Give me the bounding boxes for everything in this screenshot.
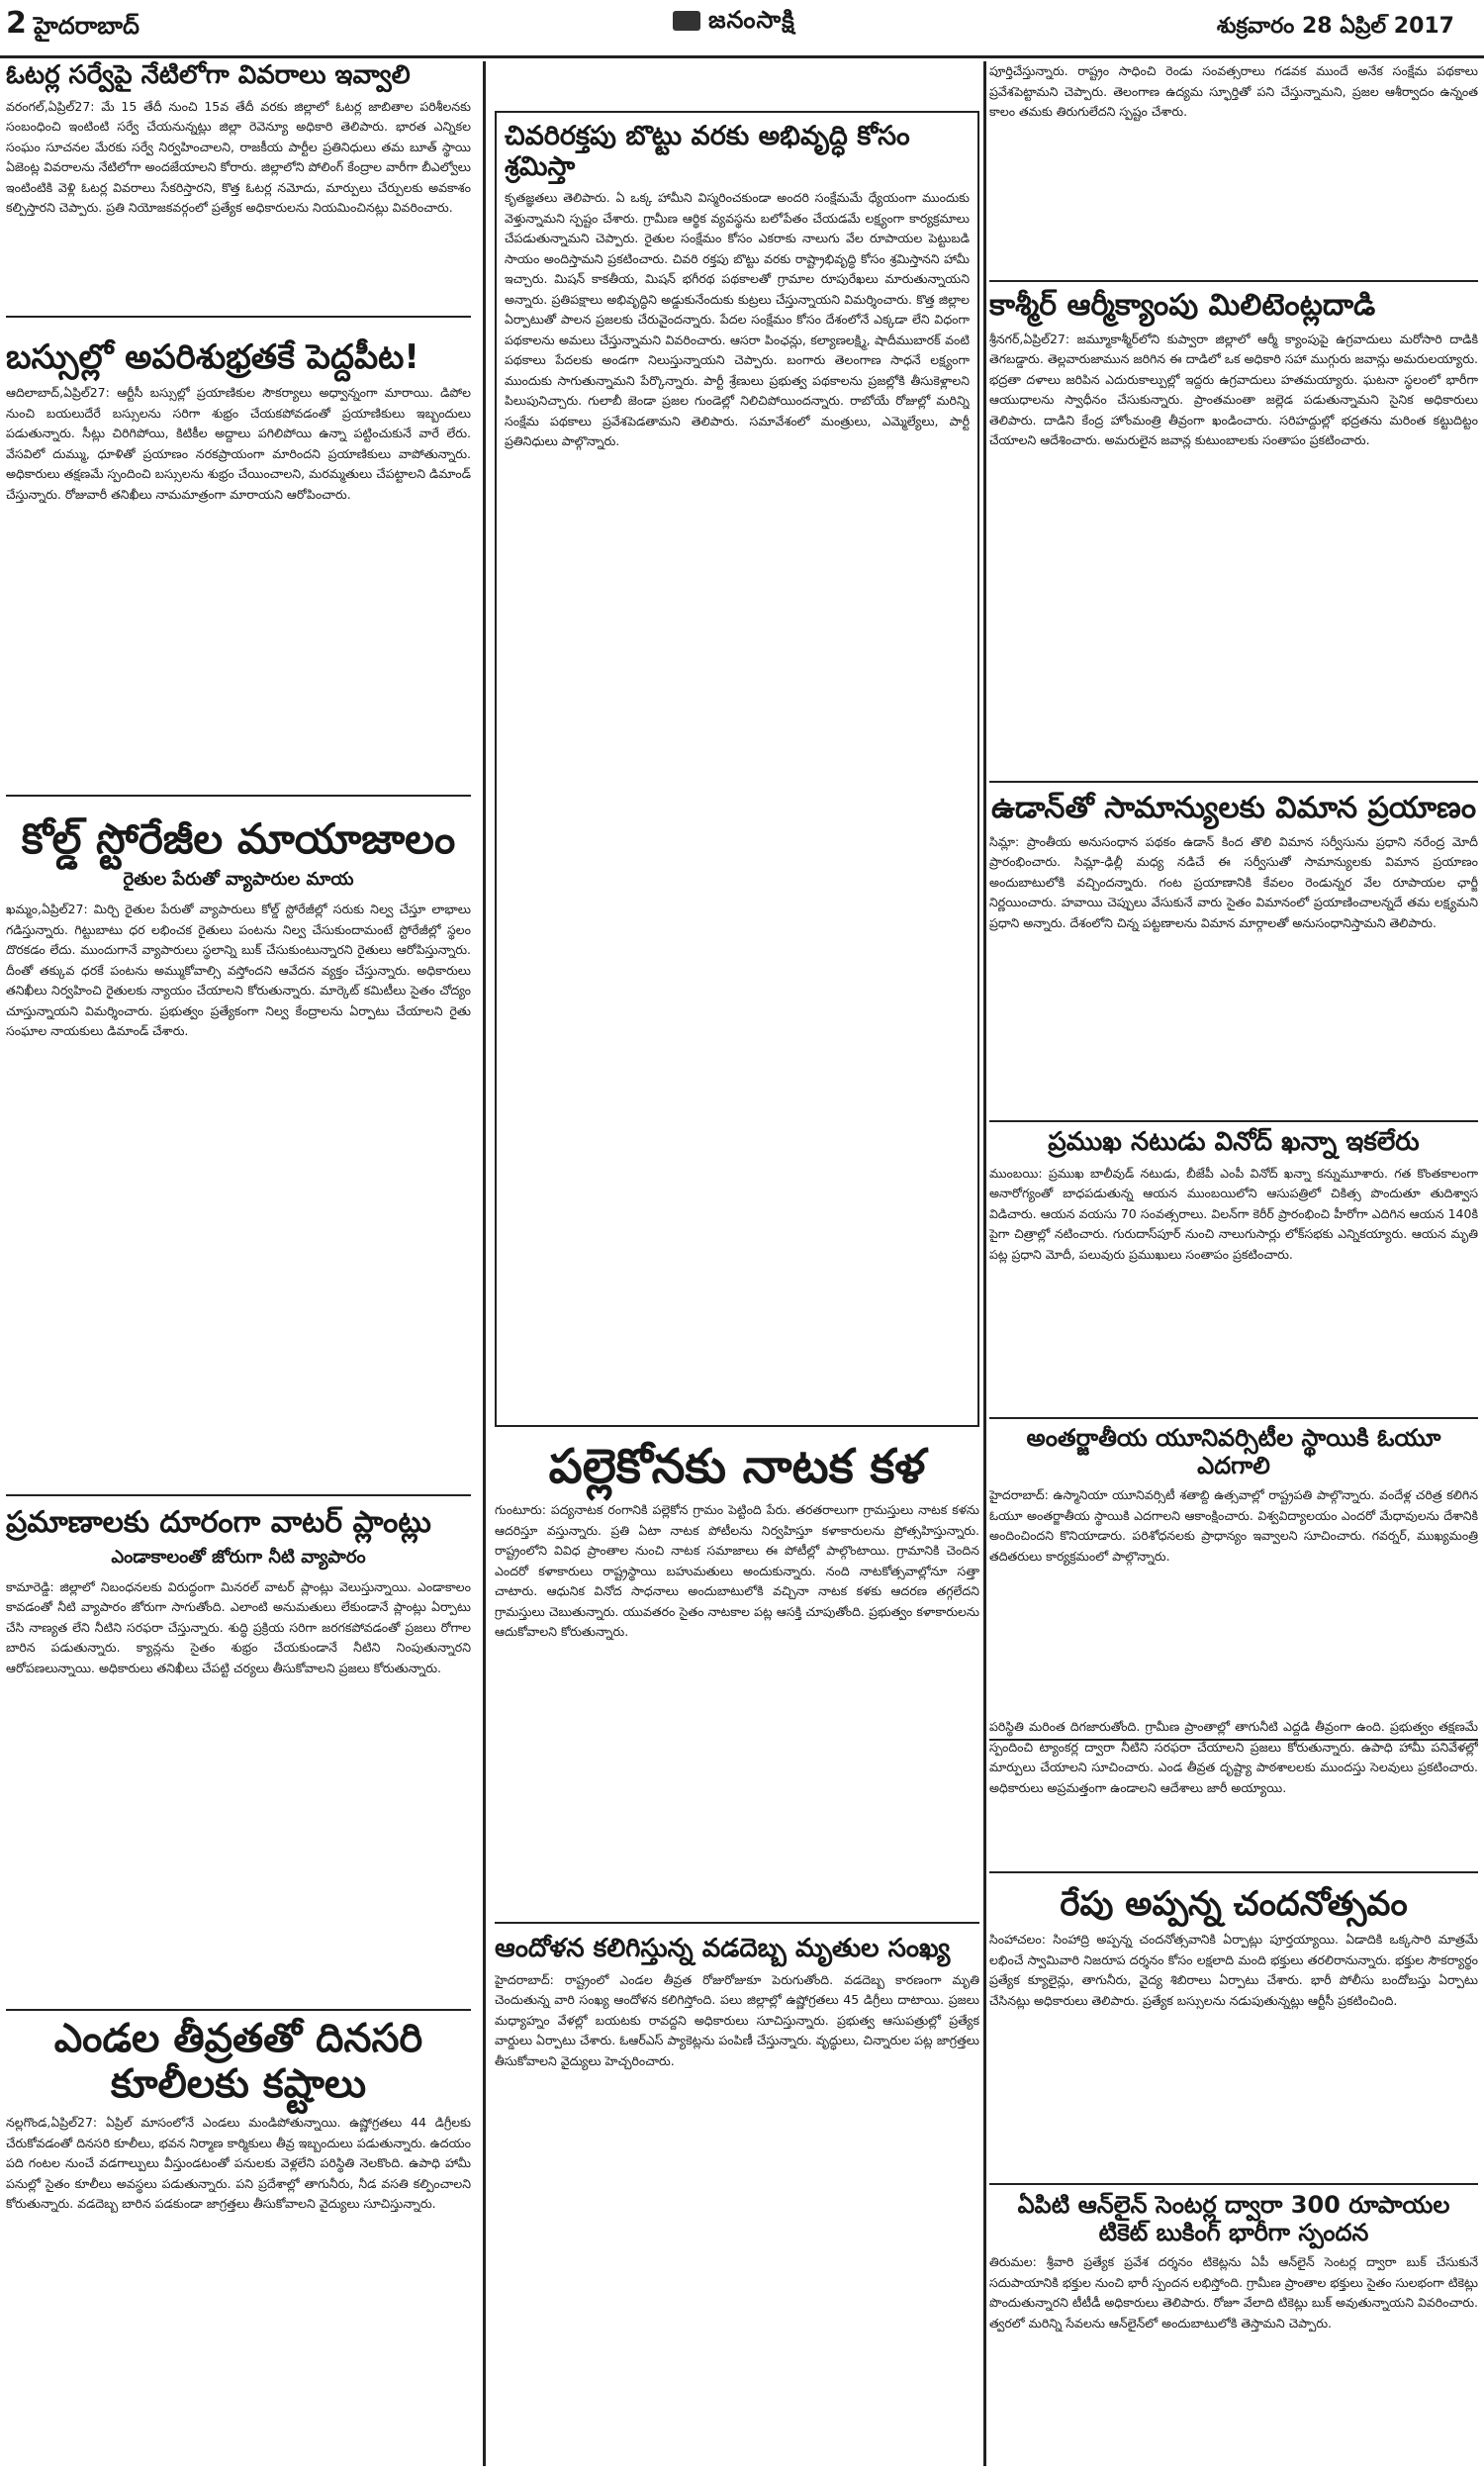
article-ttd-booking	[989, 2192, 1478, 2391]
article-body: తిరుమల: శ్రీవారి ప్రత్యేక ప్రవేశ దర్శనం టికెట్లను ఏపీ ఆన్‌లైన్ సెంటర్ల ద్వారా బుక్ చేసుకునే సదుపాయానికి భక్తుల నుంచి భారీ స్పందన లభిస్తోంది. గ్రామీణ ప్రాంతాల భక్తులు సైతం సులభంగా టికెట్లు పొందుతున్నారని టీటీడీ అధికారులు తెలిపారు. రోజూ వేలాది టికెట్లు బుక్ అవుతున్నాయని వివరించారు. త్వరలో మరిన్ని సేవలను ఆన్‌లైన్‌లో అందుబాటులోకి తెస్తామని చెప్పారు.	[989, 2254, 1478, 2331]
divider	[6, 795, 471, 797]
column-divider	[483, 61, 486, 2466]
article-palle-kona-drama	[495, 1440, 979, 1932]
headline: ప్రమాణాలకు దూరంగా వాటర్ ప్లాంట్లు	[6, 1505, 431, 1540]
headline: బస్సుల్లో అపరిశుభ్రతకే పెద్దపీట!	[6, 337, 419, 377]
headline: కోల్డ్ స్టోరేజీల మాయాజాలం	[21, 814, 456, 863]
article-body: హైదరాబాద్: ఉస్మానియా యూనివర్సిటీ శతాబ్ది ఉత్సవాల్లో రాష్ట్రపతి పాల్గొన్నారు. వందేళ్ల చరిత్ర కలిగిన ఓయూ అంతర్జాతీయ స్థాయికి ఎదగాలని ఆకాంక్షించారు. విశ్వవిద్యాలయం ఎందరో మేధావులను దేశానికి అందించిందని కొనియాడారు. పరిశోధనలకు ప్రాధాన్యం ఇవ్వాలని సూచించారు. గవర్నర్, ముఖ్యమంత్రి తదితరులు కార్యక్రమంలో పాల్గొన్నారు.	[989, 1487, 1478, 1564]
masthead-logo-text: జనంసాక్షి	[708, 6, 795, 34]
headline: పల్లెకోనకు నాటక కళ	[548, 1439, 926, 1494]
article-body: వరంగల్,ఏప్రిల్27: మే 15 తేదీ నుంచి 15వ తేదీ వరకు జిల్లాలో ఓటర్ల జాబితాల పరిశీలనకు సంబంధించి ఇంటింటి సర్వే చేయనున్నట్లు జిల్లా రెవెన్యూ అధికారి తెలిపారు. భారత ఎన్నికల సంఘం సూచనల మేరకు సర్వే నిర్వహించాలని, రాజకీయ పార్టీల ప్రతినిధులు తమ బూత్ స్థాయి ఏజెంట్ల వివరాలను నేటిలోగా అందజేయాలని కోరారు. జిల్లాలోని పోలింగ్ కేంద్రాల వారీగా బీఎల్వోలు ఇంటింటికి వెళ్లి ఓటర్ల వివరాలు సేకరిస్తారని, కొత్త ఓటర్ల నమోదు, మార్పులు చేర్పులకు అవకాశం కల్పిస్తారని చెప్పారు. ప్రతి నియోజకవర్గంలో ప్రత్యేక అధికారులను నియమించినట్లు వివరించారు.	[6, 98, 471, 216]
divider	[989, 280, 1478, 282]
masthead-logo	[673, 6, 795, 40]
article-osmania-university	[989, 1425, 1478, 1749]
article-body: పూర్తిచేస్తున్నారు. రాష్ట్రం సాధించి రెండు సంవత్సరాలు గడవక ముందే అనేక సంక్షేమ పథకాలు ప్రవేశపెట్టామని చెప్పారు. తెలంగాణ ఉద్యమ స్ఫూర్తితో పని చేస్తున్నామని, ప్రజల ఆశీర్వాదం ఉన్నంత కాలం తమకు తిరుగులేదని స్పష్టం చేశారు.	[989, 63, 1478, 119]
divider	[6, 316, 471, 318]
divider	[6, 1494, 471, 1496]
article-continuation	[989, 61, 1478, 290]
page-number: 2	[6, 6, 27, 41]
article-body: గుంటూరు: పద్యనాటక రంగానికి పల్లెకోన గ్రామం పెట్టింది పేరు. తరతరాలుగా గ్రామస్తులు నాటక కళను ఆదరిస్తూ వస్తున్నారు. ప్రతి ఏటా నాటక పోటీలను నిర్వహిస్తూ కళాకారులను ప్రోత్సహిస్తున్నారు. రాష్ట్రంలోని వివిధ ప్రాంతాల నుంచి నాటక సమాజాలు ఈ పోటీల్లో పాల్గొంటాయి. గ్రామానికి చెందిన ఎందరో కళాకారులు రాష్ట్రస్థాయి బహుమతులు అందుకున్నారు. నంది నాటకోత్సవాల్లోనూ సత్తా చాటారు. ఆధునిక వినోద సాధనాలు అందుబాటులోకి వచ్చినా నాటక కళకు ఆదరణ తగ్గలేదని గ్రామస్తులు చెబుతున్నారు. యువతరం సైతం నాటకాల పట్ల ఆసక్తి చూపుతోంది. ప్రభుత్వం కళాకారులను ఆదుకోవాలని కోరుతున్నారు.	[495, 1502, 979, 1640]
article-body: పరిస్థితి మరింత దిగజారుతోంది. గ్రామీణ ప్రాంతాల్లో తాగునీటి ఎద్దడి తీవ్రంగా ఉంది. ప్రభుత్వం తక్షణమే స్పందించి ట్యాంకర్ల ద్వారా నీటిని సరఫరా చేయాలని ప్రజలు కోరుతున్నారు. ఉపాధి హామీ పనివేళల్లో మార్పులు చేయాలని సూచించారు. ఎండ తీవ్రత దృష్ట్యా పాఠశాలలకు ముందస్తు సెలవులు ప్రకటించారు. అధికారులు అప్రమత్తంగా ఉండాలని ఆదేశాలు జారీ అయ్యాయి.	[989, 1719, 1478, 1795]
article-udan-flights	[989, 792, 1478, 1130]
article-continuation-2	[989, 1717, 1478, 1881]
boxed-article-cm-speech	[495, 111, 979, 1427]
divider	[989, 1417, 1478, 1419]
article-body: ఖమ్మం,ఏప్రిల్27: మిర్చి రైతుల పేరుతో వ్యాపారులు కోల్డ్ స్టోరేజీల్లో సరుకు నిల్వ చేస్తూ లాభాలు గడిస్తున్నారు. గిట్టుబాటు ధర లభించక రైతులు పంటను నిల్వ చేసుకుందామంటే స్టోరేజీల్లో స్థలం దొరకడం లేదు. ముందుగానే వ్యాపారులు స్థలాన్ని బుక్ చేసుకుంటున్నారని రైతులు ఆరోపిస్తున్నారు. దీంతో తక్కువ ధరకే పంటను అమ్ముకోవాల్సి వస్తోందని ఆవేదన వ్యక్తం చేస్తున్నారు. అధికారులు తనిఖీలు నిర్వహించి రైతులకు న్యాయం చేయాలని కోరుతున్నారు. మార్కెట్ కమిటీలు సైతం చోద్యం చూస్తున్నాయని విమర్శించారు. ప్రభుత్వం ప్రత్యేకంగా నిల్వ కేంద్రాలను ఏర్పాటు చేయాలని రైతు సంఘాల నాయకులు డిమాండ్ చేశారు.	[6, 902, 471, 1039]
headline: ఏపిటి ఆన్‌లైన్ సెంటర్ల ద్వారా 300 రూపాయల టికెట్ బుకింగ్ భారీగా స్పందన	[1017, 2191, 1450, 2246]
divider	[6, 2009, 471, 2011]
headline: ఓటర్ల సర్వేపై నేటిలోగా వివరాలు ఇవ్వాలి	[6, 60, 411, 90]
article-water-plants	[6, 1506, 471, 2019]
issue-date: శుక్రవారం 28 ఏప్రిల్ 2017	[1216, 14, 1454, 39]
article-body: శ్రీనగర్,ఏప్రిల్27: జమ్మూకాశ్మీర్‌లోని కుప్వారా జిల్లాలో ఆర్మీ క్యాంపుపై ఉగ్రవాదులు మరోసారి దాడికి తెగబడ్డారు. తెల్లవారుజామున జరిగిన ఈ దాడిలో ఒక అధికారి సహా ముగ్గురు జవాన్లు అమరులయ్యారు. భద్రతా దళాలు జరిపిన ఎదురుకాల్పుల్లో ఇద్దరు ఉగ్రవాదులు హతమయ్యారు. ఘటనా స్థలంలో భారీగా ఆయుధాలను స్వాధీనం చేసుకున్నారు. ప్రాంతమంతా జల్లెడ పడుతున్నామని సైనిక అధికారులు తెలిపారు. దాడిని కేంద్ర హోంమంత్రి తీవ్రంగా ఖండించారు. సరిహద్దుల్లో భద్రతను మరింత కట్టుదిట్టం చేయాలని ఆదేశించారు. అమరులైన జవాన్ల కుటుంబాలకు సంతాపం ప్రకటించారు.	[989, 331, 1478, 447]
divider	[989, 1871, 1478, 1873]
article-body: నల్లగొండ,ఏప్రిల్27: ఏప్రిల్ మాసంలోనే ఎండలు మండిపోతున్నాయి. ఉష్ణోగ్రతలు 44 డిగ్రీలకు చేరుకోవడంతో దినసరి కూలీలు, భవన నిర్మాణ కార్మికులు తీవ్ర ఇబ్బందులు పడుతున్నారు. ఉదయం పది గంటల నుంచే వడగాల్పులు వీస్తుండటంతో పనులకు వెళ్లలేని పరిస్థితి నెలకొంది. ఉపాధి హామీ పనుల్లో సైతం కూలీలు అవస్థలు పడుతున్నారు. పని ప్రదేశాల్లో తాగునీరు, నీడ వసతి కల్పించాలని కోరుతున్నారు. వడదెబ్బ బారిన పడకుండా జాగ్రత్తలు తీసుకోవాలని వైద్యులు సూచిస్తున్నారు.	[6, 2115, 471, 2211]
divider	[989, 781, 1478, 783]
article-body: ముంబయి: ప్రముఖ బాలీవుడ్ నటుడు, బీజేపీ ఎంపీ వినోద్ ఖన్నా కన్నుమూశారు. గత కొంతకాలంగా అనారోగ్యంతో బాధపడుతున్న ఆయన ముంబయిలోని ఆసుపత్రిలో చికిత్స పొందుతూ తుదిశ్వాస విడిచారు. ఆయన వయసు 70 సంవత్సరాలు. విలన్‌గా కెరీర్ ప్రారంభించి హీరోగా ఎదిగిన ఆయన 140కి పైగా చిత్రాల్లో నటించారు. గురుదాస్‌పూర్ నుంచి నాలుగుసార్లు లోక్‌సభకు ఎన్నికయ్యారు. ఆయన మృతి పట్ల ప్రధాని మోదీ, పలువురు ప్రముఖులు సంతాపం ప్రకటించారు.	[989, 1165, 1478, 1262]
headline: ఎండల తీవ్రతతో దినసరి కూలీలకు కష్టాలు	[53, 2016, 423, 2107]
section-name: హైదరాబాద్	[34, 12, 139, 40]
headline: ప్రముఖ నటుడు వినోద్ ఖన్నా ఇకలేరు	[1048, 1127, 1420, 1157]
article-body: కృతజ్ఞతలు తెలిపారు. ఏ ఒక్క హామీని విస్మరించకుండా అందరి సంక్షేమమే ధ్యేయంగా ముందుకు వెళ్తున్నామని స్పష్టం చేశారు. గ్రామీణ ఆర్థిక వ్యవస్థను బలోపేతం చేయడమే లక్ష్యంగా కార్యక్రమాలు చేపడుతున్నామని చెప్పారు. రైతుల సంక్షేమం కోసం ఎకరాకు నాలుగు వేల రూపాయల పెట్టుబడి సాయం అందిస్తామని ప్రకటించారు. చివరి రక్తపు బొట్టు వరకు రాష్ట్రాభివృద్ధి కోసం శ్రమిస్తానని హామీ ఇచ్చారు. మిషన్ కాకతీయ, మిషన్ భగీరథ పథకాలతో గ్రామాల రూపురేఖలు మారుతున్నాయని అన్నారు. ప్రతిపక్షాలు అభివృద్ధిని అడ్డుకునేందుకు కుట్రలు చేస్తున్నాయని విమర్శించారు. కొత్త జిల్లాల ఏర్పాటుతో పాలన ప్రజలకు చేరువైందన్నారు. పేదల సంక్షేమం కోసం దేశంలోనే ఎక్కడా లేని విధంగా పథకాలను అమలు చేస్తున్నామని వివరించారు. ఆసరా పింఛన్లు, కల్యాణలక్ష్మి, షాదీముబారక్ వంటి పథకాలు పేదలకు అండగా నిలుస్తున్నాయని చెప్పారు. బంగారు తెలంగాణ సాధనే లక్ష్యంగా ముందుకు సాగుతున్నామని పేర్కొన్నారు. పార్టీ శ్రేణులు ప్రభుత్వ పథకాలను ప్రజల్లోకి తీసుకెళ్లాలని పిలుపునిచ్చారు. గులాబీ జెండా ప్రజల గుండెల్లో నిలిచిపోయిందన్నారు. రాబోయే రోజుల్లో మరిన్ని సంక్షేమ పథకాలు ప్రవేశపెడతామని తెలిపారు. సమావేశంలో మంత్రులు, ఎమ్మెల్యేలు, పార్టీ ప్రతినిధులు పాల్గొన్నారు.	[505, 190, 970, 449]
page-header	[0, 0, 1484, 58]
headline: ఉడాన్‌తో సామాన్యులకు విమాన ప్రయాణం	[990, 791, 1477, 825]
article-body: సిమ్లా: ప్రాంతీయ అనుసంధాన పథకం ఉడాన్ కింద తొలి విమాన సర్వీసును ప్రధాని నరేంద్ర మోదీ ప్రారంభించారు. సిమ్లా-ఢిల్లీ మధ్య నడిచే ఈ సర్వీసుతో సామాన్యులకు విమాన ప్రయాణం అందుబాటులోకి వచ్చిందన్నారు. గంట ప్రయాణానికి కేవలం రెండున్నర వేల రూపాయల ఛార్జీ నిర్ణయించారు. హవాయి చెప్పులు వేసుకునే వారు సైతం విమానంలో ప్రయాణించాలన్నదే తమ లక్ష్యమని ప్రధాని అన్నారు. దేశంలోని చిన్న పట్టణాలను విమాన మార్గాలతో అనుసంధానిస్తామని తెలిపారు.	[989, 833, 1478, 930]
divider	[989, 1120, 1478, 1122]
article-bus-hygiene	[6, 338, 471, 805]
article-heat-laborers	[6, 2016, 471, 2425]
article-cold-storage	[6, 815, 471, 1504]
headline: ఆందోళన కలిగిస్తున్న వడదెబ్బ మృతుల సంఖ్య	[495, 1934, 951, 1963]
subheadline: రైతుల పేరుతో వ్యాపారుల మాయ	[123, 869, 354, 891]
article-heatstroke-deaths	[495, 1935, 979, 2435]
article-appanna-festival	[989, 1885, 1478, 2193]
column-divider	[983, 61, 986, 2466]
divider	[495, 1922, 979, 1924]
article-body: ఆదిలాబాద్,ఏప్రిల్27: ఆర్టీసీ బస్సుల్లో ప్రయాణికుల సౌకర్యాలు అధ్వాన్నంగా మారాయి. డిపోల నుంచి బయలుదేరే బస్సులను సరిగా శుభ్రం చేయకపోవడంతో ప్రయాణికులు ఇబ్బందులు పడుతున్నారు. సీట్లు చిరిగిపోయి, కిటికీల అద్దాలు పగిలిపోయి ఉన్నా పట్టించుకునే వారే లేరు. వేసవిలో దుమ్ము, ధూళితో ప్రయాణం నరకప్రాయంగా మారిందని ప్రయాణికులు వాపోతున్నారు. అధికారులు తక్షణమే స్పందించి బస్సులను శుభ్రం చేయించాలని, మరమ్మతులు చేపట్టాలని డిమాండ్ చేస్తున్నారు. రోజువారీ తనిఖీలు నామమాత్రంగా మారాయని ఆరోపించారు.	[6, 385, 471, 502]
article-body: హైదరాబాద్: రాష్ట్రంలో ఎండల తీవ్రత రోజురోజుకూ పెరుగుతోంది. వడదెబ్బ కారణంగా మృతి చెందుతున్న వారి సంఖ్య ఆందోళన కలిగిస్తోంది. పలు జిల్లాల్లో ఉష్ణోగ్రతలు 45 డిగ్రీలు దాటాయి. ప్రజలు మధ్యాహ్నం వేళల్లో బయటకు రావద్దని అధికారులు సూచిస్తున్నారు. ప్రభుత్వ ఆసుపత్రుల్లో ప్రత్యేక వార్డులు ఏర్పాటు చేశారు. ఓఆర్ఎస్ ప్యాకెట్లను పంపిణీ చేస్తున్నారు. వృద్ధులు, చిన్నారుల పట్ల జాగ్రత్తలు తీసుకోవాలని వైద్యులు హెచ్చరించారు.	[495, 1971, 979, 2068]
article-kashmir-attack	[989, 289, 1478, 791]
article-vinod-khanna	[989, 1128, 1478, 1427]
divider	[989, 2183, 1478, 2185]
logo-icon	[673, 11, 700, 31]
subheadline: ఎండాకాలంతో జోరుగా నీటి వ్యాపారం	[111, 1546, 366, 1568]
article-body: కామారెడ్డి: జిల్లాలో నిబంధనలకు విరుద్ధంగా మినరల్ వాటర్ ప్లాంట్లు వెలుస్తున్నాయి. ఎండాకాలం కావడంతో నీటి వ్యాపారం జోరుగా సాగుతోంది. ఎలాంటి అనుమతులు లేకుండానే ప్లాంట్లు ఏర్పాటు చేసి నాణ్యత లేని నీటిని సరఫరా చేస్తున్నారు. శుద్ధి ప్రక్రియ సరిగా జరగకపోవడంతో ప్రజలు రోగాల బారిన పడుతున్నారు. క్యాన్లను సైతం శుభ్రం చేయకుండానే నీటిని నింపుతున్నారని ఆరోపణలున్నాయి. అధికారులు తనిఖీలు చేపట్టి చర్యలు తీసుకోవాలని ప్రజలు కోరుతున్నారు.	[6, 1578, 471, 1675]
headline: చివరిరక్తపు బొట్టు వరకు అభివృద్ధి కోసం శ్రమిస్తా	[505, 121, 910, 183]
article-body: సింహాచలం: సింహాద్రి అప్పన్న చందనోత్సవానికి ఏర్పాట్లు పూర్తయ్యాయి. ఏడాదికి ఒక్కసారి మాత్రమే లభించే స్వామివారి నిజరూప దర్శనం కోసం లక్షలాది మంది భక్తులు తరలిరానున్నారు. భక్తుల సౌకర్యార్థం ప్రత్యేక క్యూలైన్లు, తాగునీరు, వైద్య శిబిరాలు ఏర్పాటు చేశారు. భారీ పోలీసు బందోబస్తు ఏర్పాటు చేసినట్లు అధికారులు తెలిపారు. ప్రత్యేక బస్సులను నడుపుతున్నట్లు ఆర్టీసీ ప్రకటించింది.	[989, 1932, 1478, 2008]
headline: అంతర్జాతీయ యూనివర్సిటీల స్థాయికి ఓయూ ఎదగాలి	[1026, 1424, 1441, 1479]
headline: కాశ్మీర్ ఆర్మీక్యాంపు మిలిటెంట్లదాడి	[989, 288, 1376, 323]
article-voter-survey	[6, 61, 471, 326]
headline: రేపు అప్పన్న చందనోత్సవం	[1060, 1884, 1408, 1924]
